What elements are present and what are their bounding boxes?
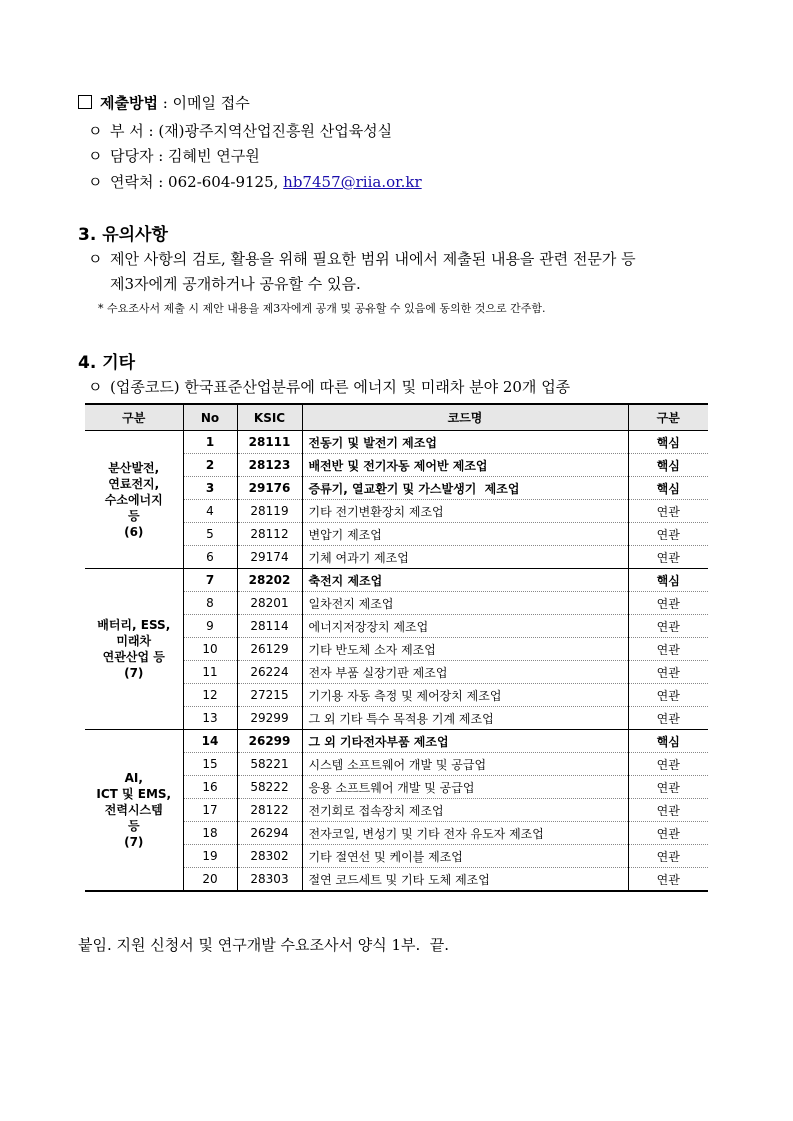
circle-bullet-icon: ㅇ	[88, 250, 103, 268]
row-ksic: 58222	[237, 776, 302, 799]
row-category: 연관	[628, 661, 708, 684]
row-no: 4	[183, 500, 237, 523]
row-category: 연관	[628, 822, 708, 845]
row-category: 연관	[628, 707, 708, 730]
circle-bullet-icon: ㅇ	[88, 173, 103, 191]
table-row	[85, 431, 708, 454]
group-cell	[85, 730, 183, 892]
row-name: 그 외 기타전자부품 제조업	[302, 730, 628, 753]
row-category: 연관	[628, 753, 708, 776]
phone-text: 연락처 : 062-604-9125,	[110, 173, 284, 191]
row-name: 전기회로 접속장치 제조업	[302, 799, 628, 822]
row-ksic: 58221	[237, 753, 302, 776]
group-cell	[85, 431, 183, 569]
row-category: 연관	[628, 523, 708, 546]
submission-label: 제출방법	[100, 94, 158, 112]
submission-header	[78, 92, 250, 113]
contact-person-text: 담당자 : 김혜빈 연구원	[110, 147, 260, 165]
row-no: 9	[183, 615, 237, 638]
circle-bullet-icon: ㅇ	[88, 122, 103, 140]
row-ksic: 27215	[237, 684, 302, 707]
header-group: 구분	[85, 404, 183, 431]
row-name: 응용 소프트웨어 개발 및 공급업	[302, 776, 628, 799]
section4-intro-text: (업종코드) 한국표준산업분류에 따른 에너지 및 미래차 분야 20개 업종	[110, 378, 571, 396]
row-ksic: 28123	[237, 454, 302, 477]
attachment-footer: 붙임. 지원 신청서 및 연구개발 수요조사서 양식 1부. 끝.	[78, 936, 450, 954]
row-ksic: 29299	[237, 707, 302, 730]
group-label: 분산발전, 연료전지, 수소에너지 등 (6)	[104, 460, 163, 539]
row-no: 10	[183, 638, 237, 661]
dept-text: 부 서 : (재)광주지역산업진흥원 산업육성실	[110, 122, 393, 140]
row-ksic: 28201	[237, 592, 302, 615]
row-ksic: 28122	[237, 799, 302, 822]
group-label: AI, ICT 및 EMS, 전력시스템 등 (7)	[96, 771, 172, 849]
submission-phone	[88, 171, 422, 192]
row-no: 7	[183, 569, 237, 592]
header-ksic: KSIC	[237, 404, 302, 431]
row-category: 핵심	[628, 477, 708, 500]
table-header-row	[85, 404, 708, 431]
row-name: 에너지저장장치 제조업	[302, 615, 628, 638]
section4-heading: 4. 기타	[78, 353, 136, 373]
row-no: 15	[183, 753, 237, 776]
row-ksic: 28202	[237, 569, 302, 592]
row-name: 일차전지 제조업	[302, 592, 628, 615]
row-ksic: 28114	[237, 615, 302, 638]
table-row	[85, 730, 708, 753]
submission-contact-person	[88, 145, 260, 166]
header-no: No	[183, 404, 237, 431]
circle-bullet-icon: ㅇ	[88, 378, 103, 396]
email-link[interactable]: hb7457@riia.or.kr	[283, 173, 422, 191]
row-category: 연관	[628, 615, 708, 638]
row-no: 11	[183, 661, 237, 684]
header-category: 구분	[628, 404, 708, 431]
row-no: 20	[183, 868, 237, 892]
row-no: 16	[183, 776, 237, 799]
row-no: 1	[183, 431, 237, 454]
row-name: 절연 코드세트 및 기타 도체 제조업	[302, 868, 628, 892]
row-category: 연관	[628, 776, 708, 799]
row-name: 전자 부품 실장기판 제조업	[302, 661, 628, 684]
row-no: 18	[183, 822, 237, 845]
table-row	[85, 569, 708, 592]
row-ksic: 28302	[237, 845, 302, 868]
row-ksic: 28303	[237, 868, 302, 892]
row-category: 연관	[628, 546, 708, 569]
row-ksic: 26294	[237, 822, 302, 845]
row-ksic: 26224	[237, 661, 302, 684]
group-label: 배터리, ESS, 미래차 연관산업 등 (7)	[97, 618, 171, 680]
group-cell	[85, 569, 183, 730]
row-no: 14	[183, 730, 237, 753]
row-name: 배전반 및 전기자동 제어반 제조업	[302, 454, 628, 477]
circle-bullet-icon: ㅇ	[88, 147, 103, 165]
header-code-name: 코드명	[302, 404, 628, 431]
row-no: 2	[183, 454, 237, 477]
row-category: 연관	[628, 845, 708, 868]
industry-code-table	[85, 403, 708, 892]
row-ksic: 28111	[237, 431, 302, 454]
submission-dept	[88, 120, 392, 141]
row-category: 연관	[628, 799, 708, 822]
section3-line1	[88, 248, 636, 269]
row-no: 17	[183, 799, 237, 822]
row-name: 기기용 자동 측정 및 제어장치 제조업	[302, 684, 628, 707]
row-name: 기타 반도체 소자 제조업	[302, 638, 628, 661]
row-no: 8	[183, 592, 237, 615]
section3-text1: 제안 사항의 검토, 활용을 위해 필요한 범위 내에서 제출된 내용을 관련 전문가 등	[110, 250, 636, 268]
row-category: 핵심	[628, 454, 708, 477]
submission-value: : 이메일 접수	[157, 94, 250, 112]
row-category: 연관	[628, 592, 708, 615]
row-no: 19	[183, 845, 237, 868]
row-name: 전동기 및 발전기 제조업	[302, 431, 628, 454]
section3-heading: 3. 유의사항	[78, 225, 168, 245]
row-name: 축전지 제조업	[302, 569, 628, 592]
row-no: 13	[183, 707, 237, 730]
row-name: 전자코일, 변성기 및 기타 전자 유도자 제조업	[302, 822, 628, 845]
section3-line2: 제3자에게 공개하거나 공유할 수 있음.	[110, 275, 361, 293]
row-category: 연관	[628, 500, 708, 523]
row-ksic: 26129	[237, 638, 302, 661]
row-name: 기타 절연선 및 케이블 제조업	[302, 845, 628, 868]
row-name: 기타 전기변환장치 제조업	[302, 500, 628, 523]
row-name: 기체 여과기 제조업	[302, 546, 628, 569]
row-ksic: 29176	[237, 477, 302, 500]
row-ksic: 28112	[237, 523, 302, 546]
row-category: 핵심	[628, 569, 708, 592]
row-name: 증류기, 열교환기 및 가스발생기 제조업	[302, 477, 628, 500]
row-ksic: 29174	[237, 546, 302, 569]
row-name: 그 외 기타 특수 목적용 기계 제조업	[302, 707, 628, 730]
row-category: 연관	[628, 638, 708, 661]
row-no: 6	[183, 546, 237, 569]
row-category: 핵심	[628, 730, 708, 753]
row-no: 3	[183, 477, 237, 500]
section3-note: * 수요조사서 제출 시 제안 내용을 제3자에게 공개 및 공유할 수 있음에 동의한 것으로 간주함.	[98, 302, 546, 315]
checkbox-square-icon	[78, 95, 92, 109]
row-ksic: 28119	[237, 500, 302, 523]
row-category: 연관	[628, 684, 708, 707]
row-category: 연관	[628, 868, 708, 892]
row-no: 12	[183, 684, 237, 707]
row-ksic: 26299	[237, 730, 302, 753]
row-name: 시스템 소프트웨어 개발 및 공급업	[302, 753, 628, 776]
row-name: 변압기 제조업	[302, 523, 628, 546]
row-category: 핵심	[628, 431, 708, 454]
section4-intro	[88, 376, 570, 397]
row-no: 5	[183, 523, 237, 546]
